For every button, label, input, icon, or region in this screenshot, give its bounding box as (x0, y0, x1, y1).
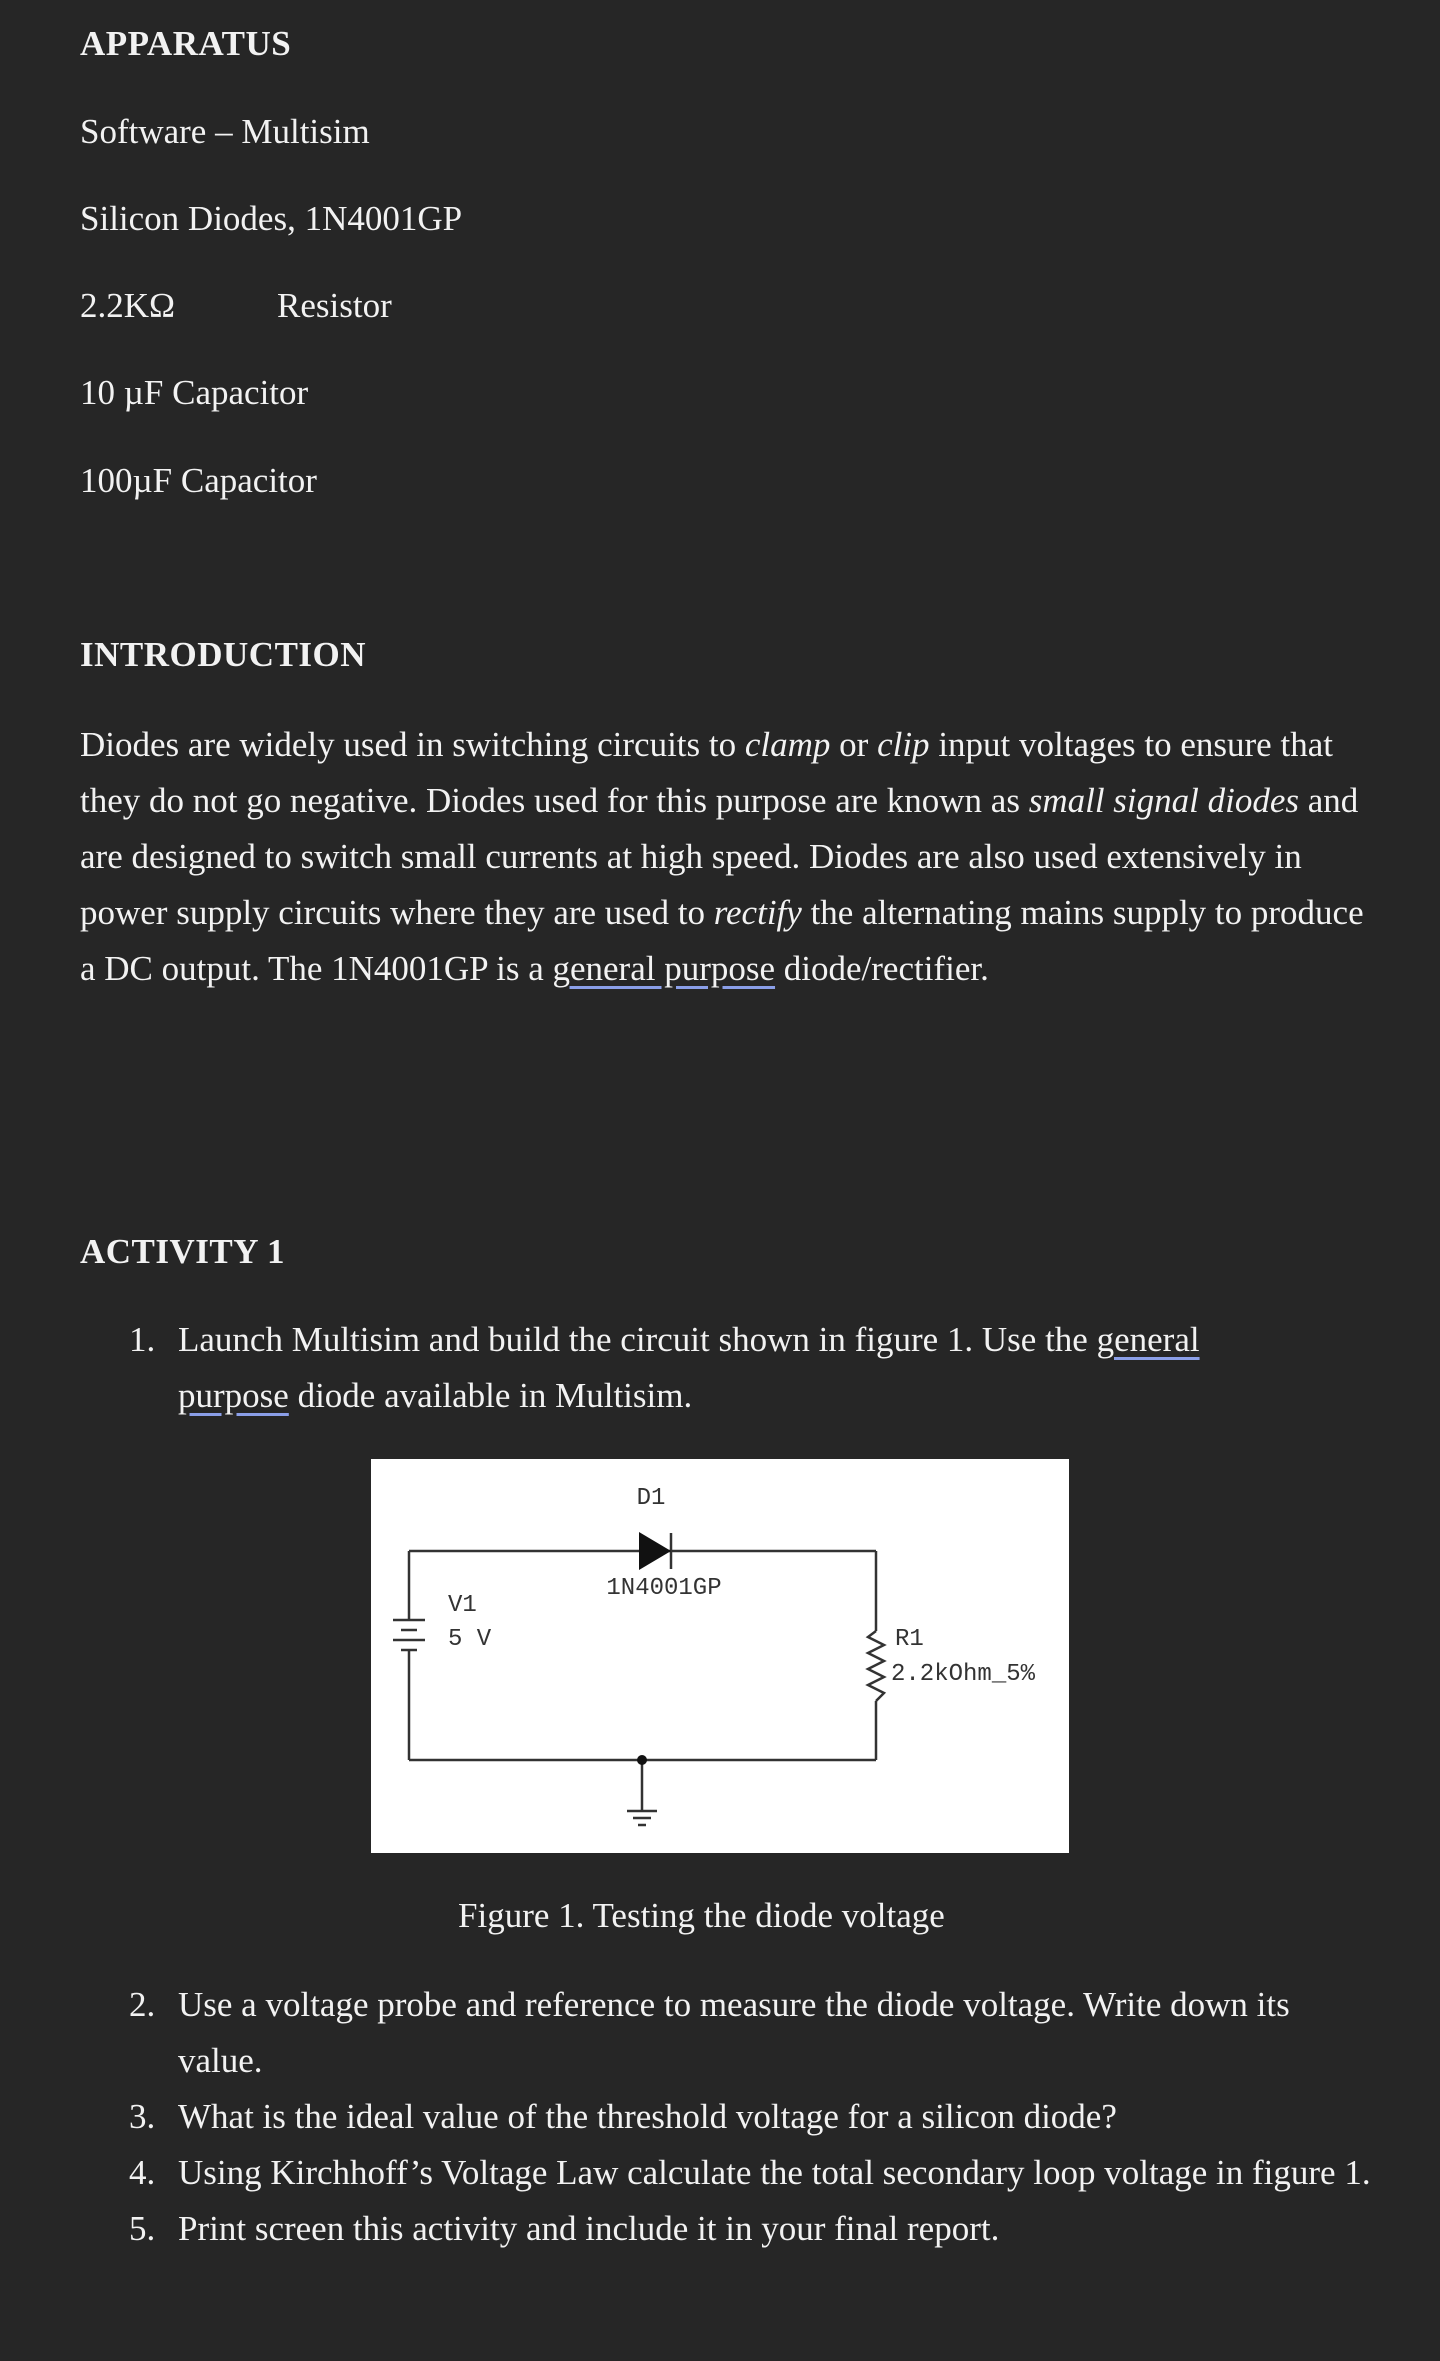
activity-step-1: 1. Launch Multisim and build the circuit shown in figure 1. Use the general purpose diode available in Multisim. (129, 1312, 1309, 1424)
step-text: Use a voltage probe and reference to measure the diode voltage. Write down its value. (178, 1985, 1290, 2080)
circuit-diagram (371, 1459, 1069, 1853)
activity-step-3 (129, 2089, 1374, 2145)
step-number: 4. (129, 2153, 156, 2192)
introduction-paragraph: Diodes are widely used in switching circuits to clamp or clip input voltages to ensure that they do not go negative. Diodes used for this purpose are known as small signal diodes and are designed to switch small currents at high speed. Diodes are also used extensively in power supply circuits where they are used to rectify the alternating mains supply to produce a DC output. The 1N4001GP is a general purpose diode/rectifier. (80, 725, 1364, 988)
step-text: What is the ideal value of the threshold voltage for a silicon diode? (178, 2097, 1117, 2136)
figure-1-caption: Figure 1. Testing the diode voltage (458, 1896, 945, 1935)
term-clamp: clamp (744, 725, 831, 764)
apparatus-item-diodes: Silicon Diodes, 1N4001GP (80, 199, 463, 238)
term-rectify: rectify (713, 893, 802, 932)
term-clip: clip (877, 725, 930, 764)
resistor-r1-symbol (868, 1631, 884, 1701)
figure-1-schematic (371, 1459, 1069, 1853)
step-number: 2. (129, 1985, 156, 2024)
introduction-heading: INTRODUCTION (80, 635, 367, 674)
step-text: Print screen this activity and include it in your final report. (178, 2209, 1000, 2248)
v1-label: V1 (448, 1592, 477, 1619)
activity-step-2 (129, 1977, 1374, 2089)
diode-d1-symbol (639, 1532, 671, 1570)
apparatus-item-capacitor-100uf: 100µF Capacitor (80, 461, 317, 500)
step-number: 3. (129, 2097, 156, 2136)
general-purpose-link[interactable]: general purpose (552, 949, 776, 988)
apparatus-heading: APPARATUS (80, 24, 292, 63)
d1-label: D1 (636, 1485, 666, 1512)
ground-junction (637, 1755, 647, 1765)
apparatus-item-resistor-value: 2.2KΩ (80, 286, 176, 325)
general-purpose-link-step1[interactable]: general purpose (178, 1320, 1200, 1415)
activity-steps-list (129, 1977, 1374, 2257)
r1-label: R1 (895, 1626, 924, 1653)
apparatus-item-resistor-label: Resistor (277, 286, 392, 325)
activity-heading: ACTIVITY 1 (80, 1232, 285, 1271)
apparatus-item-capacitor-10uf: 10 µF Capacitor (80, 373, 309, 412)
term-small-signal-diodes: small signal diodes (1028, 781, 1299, 820)
step-number: 1. (129, 1320, 156, 1359)
r1-value: 2.2kOhm_5% (891, 1661, 1036, 1688)
step-text: Using Kirchhoff’s Voltage Law calculate the total secondary loop voltage in figure 1. (178, 2153, 1371, 2192)
step-number: 5. (129, 2209, 156, 2248)
d1-part-label: 1N4001GP (606, 1575, 722, 1602)
v1-value: 5 V (448, 1626, 492, 1653)
activity-step-5 (129, 2201, 1374, 2257)
apparatus-item-software: Software – Multisim (80, 112, 370, 151)
activity-step-4 (129, 2145, 1374, 2201)
